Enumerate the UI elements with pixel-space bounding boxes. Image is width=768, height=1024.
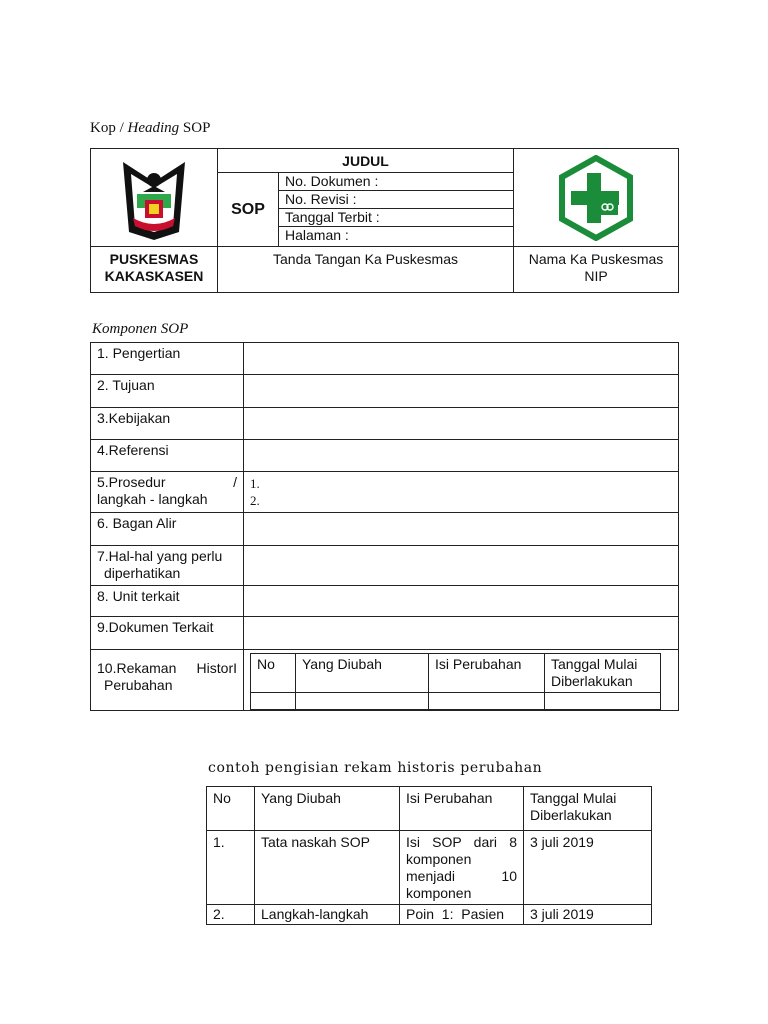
komponen-row-label xyxy=(91,472,244,513)
komponen-row-label xyxy=(91,408,244,440)
field-label: Tanggal Terbit : xyxy=(285,209,380,225)
komponen-row-value xyxy=(244,440,679,472)
contoh-table xyxy=(206,786,652,925)
field-label: No. Dokumen : xyxy=(285,173,379,189)
heading-italic: Heading xyxy=(127,120,180,136)
komponen-row-label xyxy=(91,650,244,711)
contoh-title: contoh pengisian rekam historis perubahan xyxy=(208,760,543,776)
judul-label: JUDUL xyxy=(342,152,389,169)
regional-emblem-icon xyxy=(119,152,189,244)
org-line2: KAKASKASEN xyxy=(104,268,204,284)
contoh-header xyxy=(400,787,524,831)
field-tanggal-terbit xyxy=(279,209,514,227)
row-label: 4.Referensi xyxy=(97,442,169,458)
contoh-header xyxy=(207,787,255,831)
komponen-row-label xyxy=(91,343,244,375)
prosedur-item: 2. xyxy=(250,493,260,508)
header-label: Yang Diubah xyxy=(302,656,382,672)
komponen-row-label xyxy=(91,513,244,546)
contoh-cell xyxy=(400,831,524,905)
komponen-row-value xyxy=(244,375,679,408)
komponen-row-label xyxy=(91,440,244,472)
signature-label: Tanda Tangan Ka Puskesmas xyxy=(273,251,458,267)
history-header xyxy=(296,654,429,693)
contoh-header xyxy=(255,787,400,831)
field-halaman xyxy=(279,227,514,247)
rekaman-line2: Perubahan xyxy=(104,677,173,693)
header-label: Isi Perubahan xyxy=(435,656,522,672)
cell-text: 3 juli 2019 xyxy=(530,906,594,922)
history-header xyxy=(545,654,661,693)
sop-label: SOP xyxy=(231,200,265,218)
komponen-row-value xyxy=(244,586,679,617)
cell-text: Langkah-langkah xyxy=(261,906,369,922)
komponen-row-label xyxy=(91,586,244,617)
history-empty-cell xyxy=(251,693,296,710)
prosedur-line2: langkah - langkah xyxy=(97,491,208,507)
history-empty-cell xyxy=(429,693,545,710)
history-table-cell xyxy=(244,650,679,711)
field-no-revisi xyxy=(279,191,514,209)
contoh-cell xyxy=(524,905,652,925)
sop-header-table xyxy=(90,148,679,293)
cell-text: Isi SOP dari 8 komponen menjadi 10 komponen xyxy=(406,834,517,901)
prosedur-items xyxy=(244,472,679,513)
signature-cell xyxy=(218,247,514,293)
rekaman-line1: 10.Rekaman HistorI xyxy=(97,660,237,676)
field-label: No. Revisi : xyxy=(285,191,357,207)
komponen-row-value xyxy=(244,617,679,650)
row-label: 2. Tujuan xyxy=(97,377,155,393)
history-empty-cell xyxy=(296,693,429,710)
prosedur-slash: / xyxy=(233,474,237,490)
row-label: 9.Dokumen Terkait xyxy=(97,619,214,635)
komponen-row-label xyxy=(91,546,244,586)
kop-label: Kop / xyxy=(90,120,128,136)
field-label: Halaman : xyxy=(285,227,349,243)
kop-heading xyxy=(90,120,210,137)
history-header xyxy=(251,654,296,693)
komponen-title: Komponen SOP xyxy=(92,321,189,337)
header-label: Tanggal Mulai Diberlakukan xyxy=(551,656,638,689)
field-no-dokumen xyxy=(279,173,514,191)
contoh-cell xyxy=(207,831,255,905)
cell-text: 1. xyxy=(213,834,225,850)
history-header xyxy=(429,654,545,693)
prosedur-line1 xyxy=(97,474,237,491)
contoh-cell xyxy=(255,905,400,925)
contoh-cell xyxy=(400,905,524,925)
header-label: Tanggal Mulai Diberlakukan xyxy=(530,790,617,823)
org-line1: PUSKESMAS xyxy=(109,251,199,267)
komponen-row-value xyxy=(244,408,679,440)
head-nip: NIP xyxy=(584,268,608,284)
hal-line2: diperhatikan xyxy=(104,565,181,581)
prosedur-item: 1. xyxy=(250,476,260,491)
head-name-cell xyxy=(514,247,679,293)
contoh-header xyxy=(524,787,652,831)
right-logo-cell xyxy=(514,149,679,247)
row-label: 3.Kebijakan xyxy=(97,410,171,426)
header-label: Yang Diubah xyxy=(261,790,341,806)
header-label: Isi Perubahan xyxy=(406,790,493,806)
komponen-row-value xyxy=(244,546,679,586)
cell-text: 2. xyxy=(213,906,225,922)
sop-word: SOP xyxy=(179,120,211,136)
history-empty-cell xyxy=(545,693,661,710)
komponen-table xyxy=(90,342,679,711)
history-table xyxy=(250,653,661,710)
header-label: No xyxy=(257,656,275,672)
row-label: 1. Pengertian xyxy=(97,345,181,361)
header-label: No xyxy=(213,790,231,806)
cell-text: Tata naskah SOP xyxy=(261,834,370,850)
cell-text: 3 juli 2019 xyxy=(530,834,594,850)
komponen-row-value xyxy=(244,513,679,546)
judul-cell xyxy=(218,149,514,173)
contoh-cell xyxy=(255,831,400,905)
row-label: 8. Unit terkait xyxy=(97,588,180,604)
cell-text: Poin 1: Pasien xyxy=(406,906,505,922)
komponen-row-label xyxy=(91,375,244,408)
hal-line1: 7.Hal-hal yang perlu xyxy=(97,548,223,564)
prosedur-label: 5.Prosedur xyxy=(97,474,166,490)
sop-cell xyxy=(218,173,279,247)
left-logo-cell xyxy=(91,149,218,247)
contoh-cell xyxy=(524,831,652,905)
row-label: 6. Bagan Alir xyxy=(97,515,177,531)
org-name-cell xyxy=(91,247,218,293)
contoh-cell xyxy=(207,905,255,925)
komponen-row-value xyxy=(244,343,679,375)
komponen-row-label xyxy=(91,617,244,650)
puskesmas-logo-icon xyxy=(558,155,634,241)
head-name: Nama Ka Puskesmas xyxy=(528,251,664,267)
